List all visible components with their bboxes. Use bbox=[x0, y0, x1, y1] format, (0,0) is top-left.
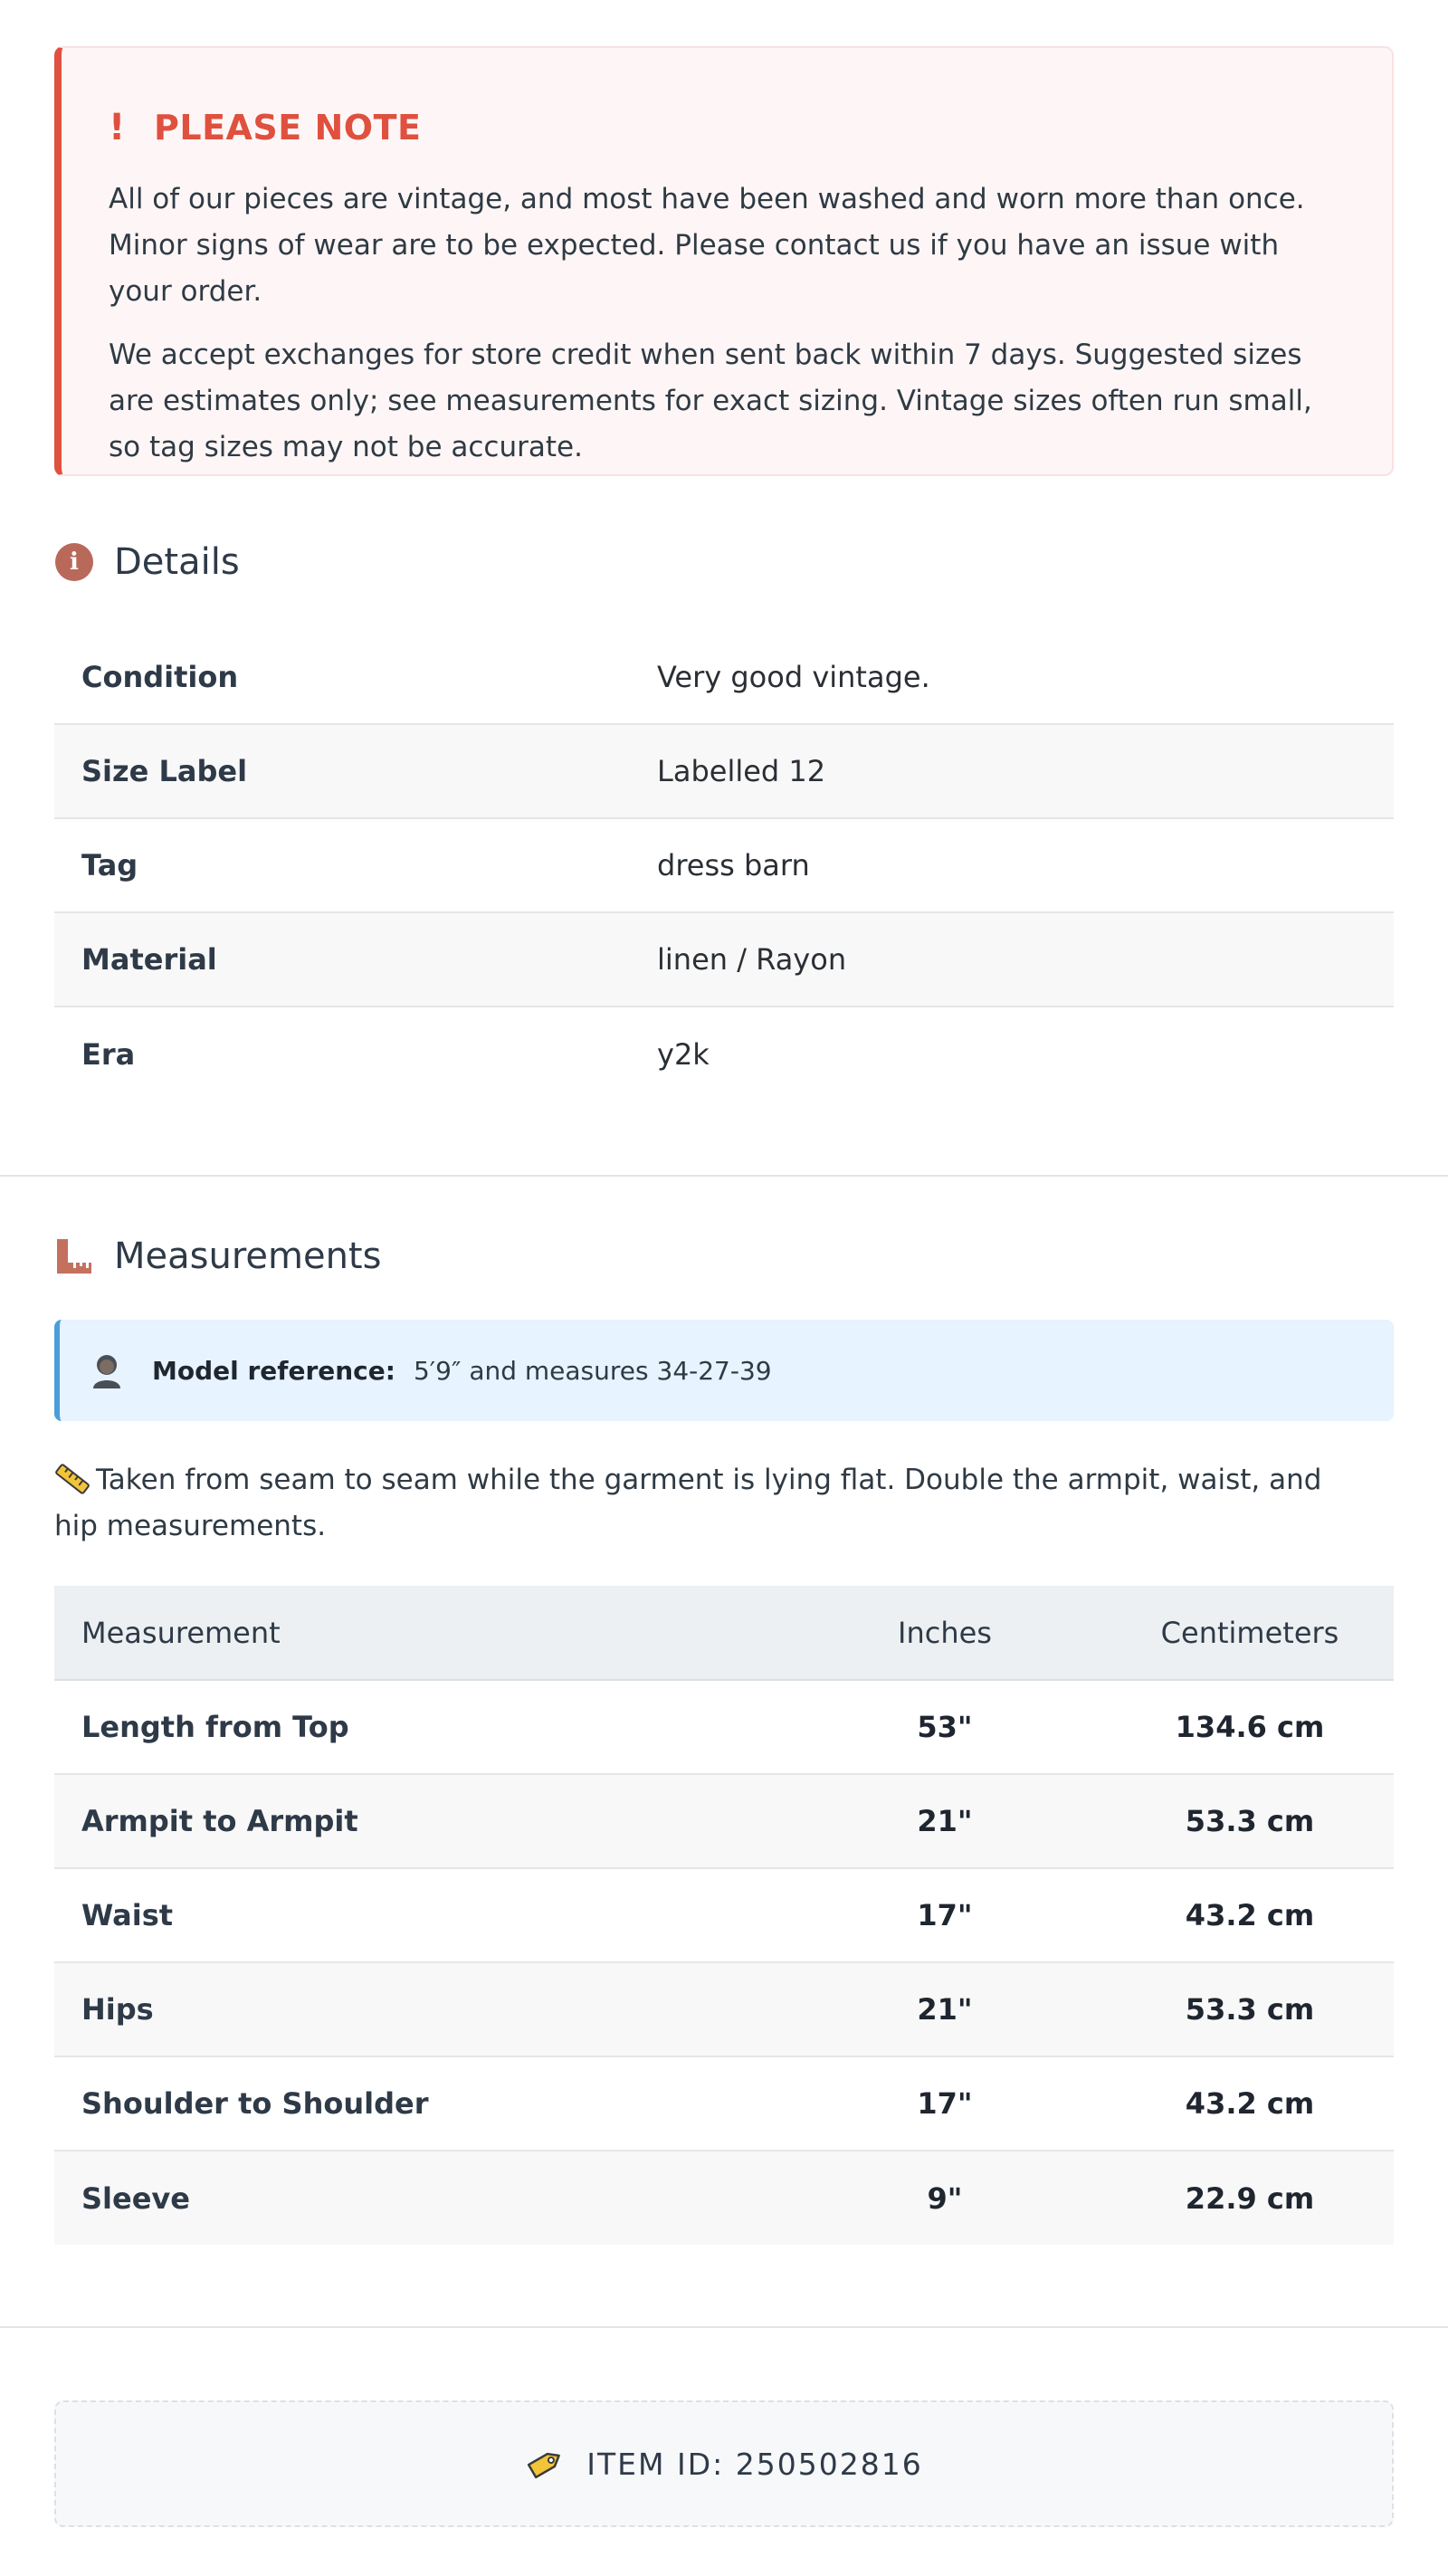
item-id-text: ITEM ID: 250502816 bbox=[586, 2446, 923, 2482]
measurements-table bbox=[54, 1586, 1394, 2245]
model-reference-value: 5′9″ and measures 34-27-39 bbox=[413, 1355, 772, 1386]
model-reference bbox=[54, 1320, 1394, 1421]
table-row bbox=[54, 2151, 1394, 2245]
table-row bbox=[54, 724, 1394, 818]
measurements-heading bbox=[54, 1236, 381, 1277]
table-row bbox=[54, 2056, 1394, 2151]
measurement-inches: 9" bbox=[784, 2151, 1106, 2245]
detail-label: Material bbox=[54, 912, 657, 1007]
ruler-icon bbox=[55, 1237, 93, 1275]
measurements-title: Measurements bbox=[114, 1236, 382, 1277]
details-title: Details bbox=[114, 541, 240, 583]
section-divider bbox=[0, 1175, 1448, 1177]
measurement-inches: 21" bbox=[784, 1962, 1106, 2056]
measurement-cm: 53.3 cm bbox=[1106, 1962, 1394, 2056]
column-header: Measurement bbox=[54, 1586, 784, 1680]
measurement-name: Hips bbox=[54, 1962, 784, 2056]
measurement-name: Shoulder to Shoulder bbox=[54, 2056, 784, 2151]
measurement-cm: 134.6 cm bbox=[1106, 1680, 1394, 1774]
measurement-cm: 53.3 cm bbox=[1106, 1774, 1394, 1868]
detail-value: dress barn bbox=[657, 818, 1394, 912]
measurement-cm: 43.2 cm bbox=[1106, 1868, 1394, 1962]
detail-value: y2k bbox=[657, 1036, 710, 1072]
measurement-inches: 17" bbox=[784, 1868, 1106, 1962]
notice-title: PLEASE NOTE bbox=[154, 108, 422, 148]
measurement-inches: 17" bbox=[784, 2056, 1106, 2151]
detail-label: Era bbox=[81, 1036, 136, 1072]
table-row bbox=[54, 630, 1394, 724]
tag-icon bbox=[525, 2444, 565, 2484]
notice-paragraph: All of our pieces are vintage, and most have been washed and worn more than once. Minor signs of wear are to be expected. Please contact us if you have an issue with your order. bbox=[109, 183, 1305, 308]
measurement-cm: 43.2 cm bbox=[1106, 2056, 1394, 2151]
measurement-note bbox=[54, 1457, 1358, 1550]
table-row bbox=[54, 1962, 1394, 2056]
detail-label: Tag bbox=[54, 818, 657, 912]
measurement-inches: 21" bbox=[784, 1774, 1106, 1868]
item-id-box bbox=[54, 2400, 1394, 2527]
detail-label: Size Label bbox=[54, 724, 657, 818]
table-row bbox=[54, 912, 1394, 1007]
notice-box bbox=[54, 46, 1394, 476]
details-table bbox=[54, 630, 1394, 1101]
measurement-name: Waist bbox=[54, 1868, 784, 1962]
details-heading bbox=[54, 541, 240, 583]
detail-value: linen / Rayon bbox=[657, 912, 1394, 1007]
column-header: Inches bbox=[784, 1586, 1106, 1680]
measurement-name: Armpit to Armpit bbox=[54, 1774, 784, 1868]
column-header: Centimeters bbox=[1106, 1586, 1394, 1680]
table-row bbox=[54, 1007, 1394, 1101]
person-icon bbox=[90, 1352, 123, 1388]
measurement-inches: 53" bbox=[784, 1680, 1106, 1774]
exclamation-icon: ! bbox=[109, 107, 126, 148]
notice-header bbox=[109, 100, 1345, 155]
table-row bbox=[54, 1680, 1394, 1774]
section-divider bbox=[0, 2326, 1448, 2328]
table-header-row bbox=[54, 1586, 1394, 1680]
measurement-name: Sleeve bbox=[54, 2151, 784, 2245]
table-row bbox=[54, 1774, 1394, 1868]
measurement-cm: 22.9 cm bbox=[1106, 2151, 1394, 2245]
detail-value: Labelled 12 bbox=[657, 724, 1394, 818]
straight-ruler-icon bbox=[54, 1464, 90, 1494]
detail-label: Condition bbox=[54, 630, 657, 724]
table-row bbox=[54, 1868, 1394, 1962]
table-row bbox=[54, 818, 1394, 912]
info-icon: i bbox=[55, 543, 93, 581]
detail-value: Very good vintage. bbox=[657, 630, 1394, 724]
measurement-note-text: Taken from seam to seam while the garment is lying flat. Double the armpit, waist, and hip measurements. bbox=[54, 1464, 1322, 1542]
model-reference-label: Model reference: bbox=[152, 1355, 395, 1386]
notice-paragraph: We accept exchanges for store credit when sent back within 7 days. Suggested sizes are estimates only; see measurements for exact sizing. Vintage sizes often run small, so tag sizes may not be accurate. bbox=[109, 339, 1312, 463]
measurement-name: Length from Top bbox=[54, 1680, 784, 1774]
